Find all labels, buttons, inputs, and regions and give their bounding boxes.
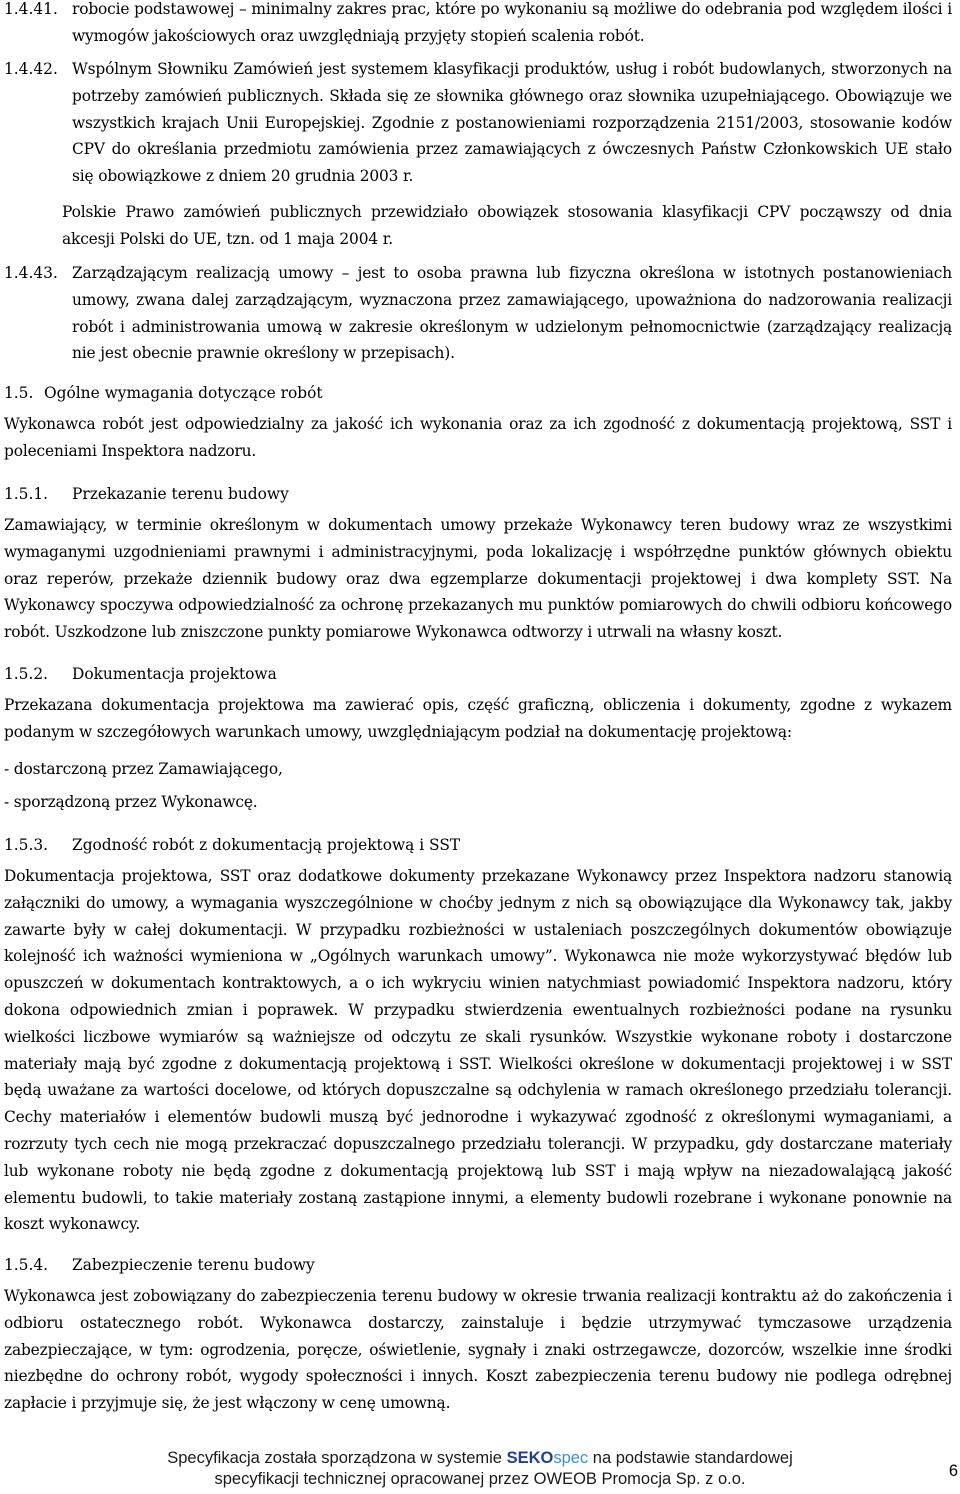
section-number: 1.5. — [4, 384, 34, 402]
section-number: 1.5.1. — [4, 485, 49, 503]
section-title: Przekazanie terenu budowy — [72, 485, 289, 503]
section-1-5-3-text: Dokumentacja projektowa, SST oraz dodatkowe dokumenty przekazane Wykonawcy przez Inspektora nadzoru stanowią załączniki do umowy, a wymagania wyszczególnione w choćby jednym z nich są obowiązujące dla Wykonawcy tak, jakby zawarte były w całej dokumentacji. W przypadku rozbieżności w ustaleniach poszczególnych dokumentów obowiązuje kolejność ich ważności wymieniona w „Ogólnych warunkach umowy”. Wykonawca nie może wykorzystywać błędów lub opuszczeń w dokumentach kontraktowych, a o ich wykryciu winien natychmiast powiadomić Inspektora nadzoru, który dokona odpowiednich zmian i poprawek. W przypadku stwierdzenia ewentualnych rozbieżności podane na rysunku wielkości liczbowe wymiarów są ważniejsze od odczytu ze skali rysunków. Wszystkie wykonane roboty i dostarczone materiały mają być zgodne z dokumentacją projektową i SST. Wielkości określone w dokumentacji projektowej i w SST będą uważane za wartości docelowe, od których dopuszczalne są odchylenia w ramach określonego przedziału tolerancji. Cechy materiałów i elementów budowli muszą być jednorodne i wykazywać zgodność z określonymi wymaganiami, a rozrzuty tych cech nie mogą przekraczać dopuszczalnego przedziału tolerancji. W przypadku, gdy dostarczane materiały lub wykonane roboty nie będą zgodne z dokumentacją projektową lub SST i mają wpływ na niezadowalającą jakość elementu budowli, to takie materiały zostaną zastąpione innymi, a elementy budowli rozebrane i wykonane ponownie na koszt wykonawcy. — [4, 867, 952, 1234]
page-footer — [0, 1448, 960, 1490]
section-1-5-4-heading — [4, 1252, 315, 1279]
section-title: Zabezpieczenie terenu budowy — [72, 1256, 315, 1274]
brand-logo-seko: SEKO — [506, 1449, 554, 1467]
section-1-5-1-heading — [4, 481, 289, 508]
cpv-note: Polskie Prawo zamówień publicznych przewidziało obowiązek stosowania klasyfikacji CPV począwszy od dnia akcesji Polski do UE, tzn. od 1 maja 2004 r. — [62, 203, 952, 248]
bullet-item: - sporządzoną przez Wykonawcę. — [4, 793, 258, 811]
section-1-5-heading — [4, 380, 323, 407]
section-number: 1.5.2. — [4, 665, 49, 683]
section-1-5-2-text: Przekazana dokumentacja projektowa ma zawierać opis, część graficzną, obliczenia i dokumenty, zgodne z wykazem podanym w szczegółowych warunkach umowy, uwzględniającym podział na dokumentację projektową: — [4, 696, 952, 741]
section-1-5-text: Wykonawca robót jest odpowiedzialny za jakość ich wykonania oraz za ich zgodność z dokumentacją projektową, SST i poleceniami Inspektora nadzoru. — [4, 415, 952, 460]
item-text: robocie podstawowej – minimalny zakres prac, które po wykonaniu są możliwe do odebrania pod względem ilości i wymogów jakościowych oraz uwzględniają przyjęty stopień scalenia robót. — [72, 0, 952, 45]
item-number: 1.4.41. — [4, 0, 58, 18]
item-number: 1.4.42. — [4, 60, 58, 78]
footer-line-2: specyfikacji technicznej opracowanej przez OWEOB Promocja Sp. z o.o. — [214, 1470, 746, 1488]
section-title: Zgodność robót z dokumentacją projektową i SST — [72, 836, 461, 854]
page-number: 6 — [948, 1462, 958, 1480]
section-1-5-2-heading — [4, 661, 277, 688]
section-number: 1.5.3. — [4, 836, 49, 854]
brand-logo-spec: spec — [553, 1449, 589, 1467]
section-number: 1.5.4. — [4, 1256, 49, 1274]
definition-1-4-43 — [4, 260, 952, 367]
footer-line-1: Specyfikacja została sporządzona w systemie SEKOspec na podstawie standardowej — [167, 1449, 793, 1467]
definition-1-4-42 — [4, 56, 952, 190]
section-1-5-4-text: Wykonawca jest zobowiązany do zabezpieczenia terenu budowy w okresie trwania realizacji kontraktu aż do zakończenia i odbioru ostatecznego robót. Wykonawca dostarczy, zainstaluje i będzie utrzymywać tymczasowe urządzenia zabezpieczające, w tym: ogrodzenia, poręcze, oświetlenie, sygnały i znaki ostrzegawcze, dozorców, wszelkie inne środki niezbędne do ochrony robót, wygody społeczności i innych. Koszt zabezpieczenia terenu budowy nie podlega odrębnej zapłacie i przyjmuje się, że jest włączony w cenę umowną. — [4, 1287, 952, 1413]
bullet-item: - dostarczoną przez Zamawiającego, — [4, 760, 283, 778]
section-1-5-3-heading — [4, 832, 460, 859]
section-title: Ogólne wymagania dotyczące robót — [44, 384, 323, 402]
item-text: Wspólnym Słowniku Zamówień jest systemem klasyfikacji produktów, usług i robót budowlanych, stworzonych na potrzeby zamówień publicznych. Składa się ze słownika głównego oraz słownika uzupełniającego. Obowiązuje we wszystkich krajach Unii Europejskiej. Zgodnie z postanowieniami rozporządzenia 2151/2003, stosowanie kodów CPV do określania przedmiotu zamówienia przez zamawiających z ówczesnych Państw Członkowskich UE stało się obowiązkowe z dniem 20 grudnia 2003 r. — [72, 60, 952, 186]
section-title: Dokumentacja projektowa — [72, 665, 277, 683]
section-1-5-1-text: Zamawiający, w terminie określonym w dokumentach umowy przekaże Wykonawcy teren budowy wraz ze wszystkimi wymaganymi uzgodnieniami prawnymi i administracyjnymi, poda lokalizację i współrzędne punktów głównych obiektu oraz reperów, przekaże dziennik budowy oraz dwa egzemplarze dokumentacji projektowej i dwa komplety SST. Na Wykonawcy spoczywa odpowiedzialność za ochronę przekazanych mu punktów pomiarowych do chwili odbioru końcowego robót. Uszkodzone lub zniszczone punkty pomiarowe Wykonawca odtworzy i utrwali na własny koszt. — [4, 516, 952, 642]
definition-1-4-41 — [4, 0, 952, 50]
item-number: 1.4.43. — [4, 264, 58, 282]
item-text: Zarządzającym realizacją umowy – jest to osoba prawna lub fizyczna określona w istotnych postanowieniach umowy, zwana dalej zarządzającym, wyznaczona przez zamawiającego, upoważniona do nadzorowania realizacji robót i administrowania umową w zakresie określonym w udzielonym pełnomocnictwie (zarządzający realizacją nie jest obecnie prawnie określony w przepisach). — [72, 264, 952, 363]
